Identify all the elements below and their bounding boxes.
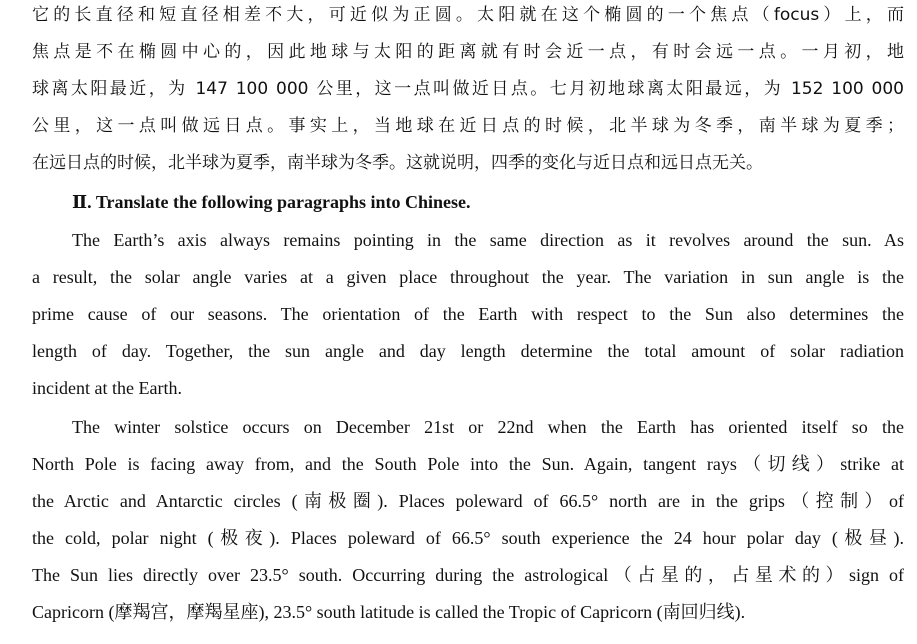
paragraph-2-line-2: North Pole is facing away from, and the South Pole into the Sun. Again, tangent rays（切线）strike at (32, 454, 904, 474)
paragraph-2-line-5: The Sun lies directly over 23.5° south. Occurring during the astrological（占星的，占星术的）sign of (32, 565, 904, 585)
chinese-line-1: 它的长直径和短直径相差不大，可近似为正圆。太阳就在这个椭圆的一个焦点（focus）上，而 (32, 5, 904, 25)
paragraph-1-line-5: incident at the Earth. (32, 378, 182, 398)
chinese-line-4: 公里，这一点叫做远日点。事实上，当地球在近日点的时候，北半球为冬季，南半球为夏季； (32, 116, 904, 136)
paragraph-1-line-2: a result, the solar angle varies at a given place throughout the year. The variation in sun angle is the (32, 267, 904, 287)
chinese-line-3: 球离太阳最近，为 147 100 000 公里，这一点叫做近日点。七月初地球离太阳最远，为 152 100 000 (32, 79, 904, 99)
paragraph-1-line-1: The Earth’s axis always remains pointing in the same direction as it revolves around the sun. As (72, 230, 904, 250)
paragraph-2-line-1: The winter solstice occurs on December 21st or 22nd when the Earth has oriented itself so the (72, 417, 904, 437)
chinese-line-5: 在远日点的时候，北半球为夏季，南半球为冬季。这就说明，四季的变化与近日点和远日点无关。 (32, 153, 763, 173)
paragraph-2-line-6: Capricorn (摩羯宫，摩羯星座), 23.5° south latitude is called the Tropic of Capricorn (南回归线). (32, 602, 746, 622)
paragraph-1-line-4: length of day. Together, the sun angle and day length determine the total amount of solar radiation (32, 341, 904, 361)
section-heading: Ⅱ. Translate the following paragraphs into Chinese. (72, 192, 471, 212)
paragraph-2-line-3: the Arctic and Antarctic circles (南极圈). Places poleward of 66.5° north are in the grips（控制）of (32, 491, 904, 511)
chinese-line-2: 焦点是不在椭圆中心的，因此地球与太阳的距离就有时会近一点，有时会远一点。一月初，地 (32, 42, 904, 62)
paragraph-1-line-3: prime cause of our seasons. The orientation of the Earth with respect to the Sun also determines the (32, 304, 904, 324)
paragraph-2-line-4: the cold, polar night (极夜). Places poleward of 66.5° south experience the 24 hour polar day (极昼). (32, 528, 904, 548)
